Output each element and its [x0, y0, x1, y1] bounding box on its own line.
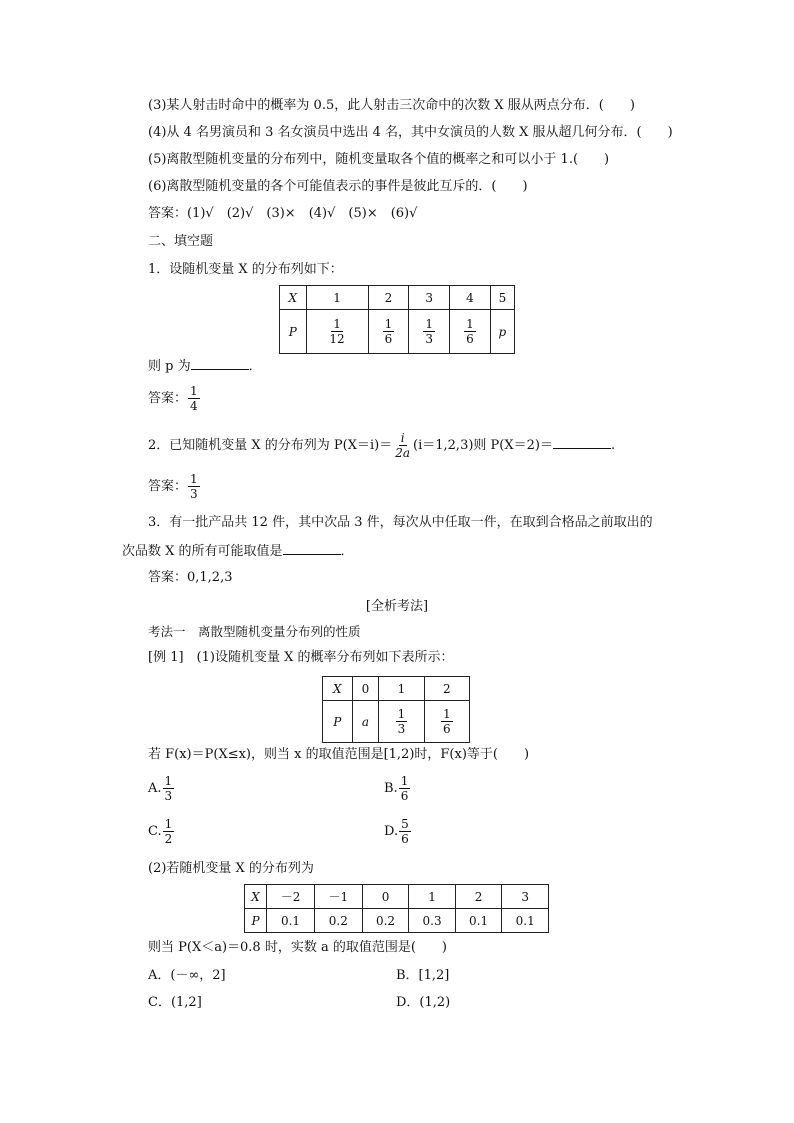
table-cell: X	[280, 286, 307, 310]
judge-q4: (4)从 4 名男演员和 3 名女演员中选出 4 名，其中女演员的人数 X 服从超几何分布．( )	[148, 125, 673, 140]
fraction	[163, 774, 175, 803]
fill1-question-end: ．	[248, 359, 262, 374]
fraction-numerator: 1	[384, 317, 393, 331]
fill3-answer: 答案：0,1,2,3	[148, 570, 233, 585]
fraction-denominator: 3	[425, 332, 433, 346]
table-cell: 1	[409, 885, 456, 909]
answer-blank[interactable]	[553, 436, 611, 449]
table-cell: 0.2	[314, 909, 362, 933]
fill3-text-end: ．	[340, 544, 354, 559]
fraction-numerator: 1	[397, 707, 406, 721]
answer-label: 答案：	[148, 391, 188, 406]
table-cell: －2	[267, 885, 315, 909]
table-cell	[409, 310, 450, 354]
table-cell: P	[245, 909, 267, 933]
option-d[interactable]	[384, 817, 412, 847]
judge-q3: (3)某人射击时命中的概率为 0.5，此人射击三次命中的次数 X 服从两点分布．( )	[148, 98, 635, 113]
fill3-line1: 3．有一批产品共 12 件，其中次品 3 件，每次从中任取一件，在取到合格品之前取出的	[148, 515, 653, 530]
fill3-text: 次品数 X 的所有可能取值是	[122, 544, 283, 559]
example1-distribution-table	[322, 676, 470, 743]
table-cell: a	[352, 701, 379, 743]
fraction	[399, 774, 411, 803]
option-label: C.	[148, 824, 162, 839]
fraction-numerator: 1	[425, 317, 433, 331]
table-cell: 5	[490, 286, 514, 310]
fraction-numerator: i	[400, 431, 405, 445]
answer-label: 答案：	[148, 479, 188, 494]
fraction-denominator: 4	[190, 399, 198, 413]
option-label: A.	[148, 781, 162, 796]
fraction	[163, 817, 175, 846]
table-cell: X	[245, 885, 267, 909]
judge-answer: 答案：(1)√ (2)√ (3)× (4)√ (5)× (6)√	[148, 206, 418, 221]
answer-blank[interactable]	[191, 357, 249, 370]
fraction	[393, 431, 412, 460]
judge-q5: (5)离散型随机变量的分布列中，随机变量取各个值的概率之和可以小于 1.( )	[148, 152, 610, 167]
fraction-denominator: 6	[384, 332, 393, 346]
fraction-denominator: 6	[400, 789, 409, 803]
example1-intro: [例 1] (1)设随机变量 X 的概率分布列如下表所示：	[148, 650, 454, 665]
fill2-stem	[148, 431, 615, 461]
option-2d[interactable]: D．(1,2)	[396, 995, 451, 1010]
table-cell	[450, 310, 491, 354]
fraction	[188, 472, 200, 501]
fill1-answer	[148, 384, 201, 414]
option-c[interactable]	[148, 817, 175, 847]
fill2-answer	[148, 472, 201, 502]
table-cell	[306, 310, 368, 354]
judge-q6: (6)离散型随机变量的各个可能值表示的事件是彼此互斥的．( )	[148, 179, 528, 194]
fraction	[441, 707, 453, 736]
fill1-distribution-table	[279, 285, 515, 354]
option-label: D.	[384, 824, 399, 839]
fill2-text-c: .	[610, 438, 616, 453]
fraction-denominator: 6	[466, 332, 474, 346]
table-cell: P	[280, 310, 307, 354]
table-cell: 3	[502, 885, 549, 909]
fraction-numerator: 1	[443, 707, 451, 721]
table-cell	[424, 701, 469, 743]
fraction	[399, 817, 411, 846]
table-cell: P	[323, 701, 353, 743]
option-b[interactable]	[384, 774, 411, 804]
table-cell: 1	[306, 286, 368, 310]
fraction-denominator: 12	[329, 332, 345, 346]
fraction-denominator: 3	[397, 722, 406, 736]
table-cell: 0.2	[362, 909, 409, 933]
fraction	[383, 317, 395, 346]
table-cell: 3	[409, 286, 450, 310]
table-cell: 0	[362, 885, 409, 909]
fraction-numerator: 5	[401, 817, 409, 831]
table-cell: 0	[352, 677, 379, 701]
table-cell: 2	[368, 286, 409, 310]
fill2-text-a: 2．已知随机变量 X 的分布列为 P(X＝i)＝	[148, 438, 393, 453]
fraction-denominator: 2a	[395, 446, 411, 460]
option-2c[interactable]: C．(1,2]	[148, 995, 202, 1010]
fill2-text-b: (i＝1,2,3)则 P(X＝2)＝	[413, 438, 553, 453]
fraction-numerator: 1	[190, 472, 198, 486]
fill1-stem: 1．设随机变量 X 的分布列如下：	[148, 262, 343, 277]
example1-part2-intro: (2)若随机变量 X 的分布列为	[148, 861, 314, 876]
fraction-numerator: 1	[466, 317, 474, 331]
fraction-numerator: 1	[190, 384, 198, 398]
fraction	[327, 317, 346, 346]
table-cell: 1	[379, 677, 424, 701]
fill1-question-text: 则 p 为	[148, 359, 191, 374]
example1-part2-question: 则当 P(X＜a)＝0.8 时，实数 a 的取值范围是( )	[148, 940, 447, 955]
fraction-numerator: 1	[164, 774, 173, 788]
fraction	[464, 317, 476, 346]
table-cell	[379, 701, 424, 743]
table-cell: X	[323, 677, 353, 701]
method-heading: 考法一 离散型随机变量分布列的性质	[148, 624, 361, 639]
table-cell: p	[490, 310, 514, 354]
option-2a[interactable]: A．(－∞，2]	[148, 968, 226, 983]
table-cell: 0.3	[409, 909, 456, 933]
fraction-numerator: 1	[400, 774, 409, 788]
example1-question: 若 F(x)＝P(X≤x)，则当 x 的取值范围是[1,2)时，F(x)等于( )	[148, 747, 530, 762]
analysis-heading: [全析考法]	[365, 599, 429, 614]
fill1-question	[148, 357, 262, 376]
fill3-line2	[122, 542, 354, 561]
table-cell: 4	[450, 286, 491, 310]
answer-blank[interactable]	[283, 542, 341, 555]
table-cell: 0.1	[267, 909, 315, 933]
fraction-denominator: 6	[443, 722, 451, 736]
fraction-denominator: 3	[190, 487, 198, 501]
fraction-denominator: 6	[401, 832, 409, 846]
fraction-denominator: 2	[164, 832, 173, 846]
option-label: B.	[384, 781, 398, 796]
example1-part2-table	[244, 884, 549, 933]
table-cell: －1	[314, 885, 362, 909]
section-title: 二、填空题	[148, 234, 214, 249]
fraction	[423, 317, 435, 346]
fraction-denominator: 3	[164, 789, 173, 803]
fraction	[396, 707, 408, 736]
table-cell: 2	[424, 677, 469, 701]
fraction	[188, 384, 200, 413]
table-cell: 0.1	[502, 909, 549, 933]
table-cell: 2	[455, 885, 502, 909]
fraction-numerator: 1	[333, 317, 341, 331]
table-cell: 0.1	[455, 909, 502, 933]
option-a[interactable]	[148, 774, 175, 804]
option-2b[interactable]: B．[1,2]	[396, 968, 450, 983]
table-cell	[368, 310, 409, 354]
fraction-numerator: 1	[164, 817, 173, 831]
